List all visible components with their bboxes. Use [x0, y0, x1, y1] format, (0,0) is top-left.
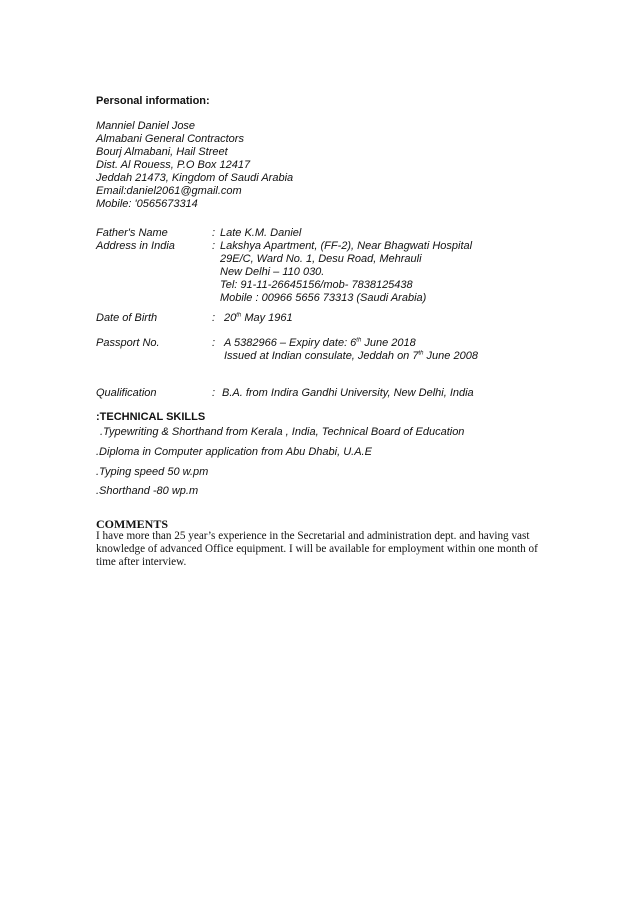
qualification-label: Qualification — [96, 387, 157, 399]
address-line-1: Lakshya Apartment, (FF-2), Near Bhagwati Hospital — [220, 240, 473, 252]
passport-label: Passport No. — [96, 337, 160, 349]
fathers-name-value: Late K.M. Daniel — [220, 227, 302, 239]
personal-line-name: Manniel Daniel Jose — [96, 120, 196, 132]
address-label: Address in India — [96, 240, 175, 252]
personal-line-city: Jeddah 21473, Kingdom of Saudi Arabia — [96, 172, 294, 184]
address-colon: : — [212, 240, 216, 252]
skill-item: .Typing speed 50 w.pm — [96, 466, 209, 478]
dob-day-suffix: th — [236, 312, 242, 319]
dob-rest: May 1961 — [241, 312, 293, 324]
qualification-colon: : — [212, 387, 216, 399]
dob-value — [224, 312, 293, 325]
passport-issued-rest: June 2008 — [423, 350, 478, 362]
fathers-name-label: Father's Name — [96, 227, 168, 239]
passport-issued-suffix: th — [418, 350, 424, 357]
personal-line-street: Bourj Almabani, Hail Street — [96, 146, 228, 158]
personal-line-mobile: Mobile: '0565673314 — [96, 198, 198, 210]
passport-line-2 — [224, 350, 478, 363]
address-line-5: Mobile : 00966 5656 73313 (Saudi Arabia) — [220, 292, 427, 304]
passport-number-expiry: A 5382966 – Expiry date: 6 — [224, 337, 357, 349]
passport-expiry-rest: June 2018 — [361, 337, 416, 349]
personal-info-heading: Personal information: — [96, 95, 210, 107]
passport-colon: : — [212, 337, 216, 349]
passport-line-1 — [224, 337, 416, 350]
personal-line-district: Dist. Al Rouess, P.O Box 12417 — [96, 159, 251, 171]
passport-expiry-suffix: th — [356, 337, 362, 344]
skill-item: .Typewriting & Shorthand from Kerala , India, Technical Board of Education — [100, 426, 465, 438]
technical-skills-heading: :TECHNICAL SKILLS — [96, 411, 206, 423]
personal-line-email: Email:daniel2061@gmail.com — [96, 185, 242, 197]
skill-item: .Diploma in Computer application from Abu Dhabi, U.A.E — [96, 446, 372, 458]
qualification-value: B.A. from Indira Gandhi University, New Delhi, India — [222, 387, 474, 399]
address-line-3: New Delhi – 110 030. — [220, 266, 325, 278]
dob-colon: : — [212, 312, 216, 324]
dob-day: 20 — [224, 312, 237, 324]
address-line-2: 29E/C, Ward No. 1, Desu Road, Mehrauli — [220, 253, 422, 265]
skill-item: .Shorthand -80 wp.m — [96, 485, 199, 497]
comments-body: I have more than 25 year’s experience in the Secretarial and administration dept. and having vast knowledge of advanced Office equipment. I will be available for employment within one month of time after interview. — [96, 530, 538, 569]
passport-issued: Issued at Indian consulate, Jeddah on 7 — [224, 350, 419, 362]
dob-label: Date of Birth — [96, 312, 158, 324]
comments-heading: COMMENTS — [96, 517, 168, 531]
fathers-name-colon: : — [212, 227, 216, 239]
address-line-4: Tel: 91-11-26645156/mob- 7838125438 — [220, 279, 413, 291]
personal-line-company: Almabani General Contractors — [96, 133, 244, 145]
